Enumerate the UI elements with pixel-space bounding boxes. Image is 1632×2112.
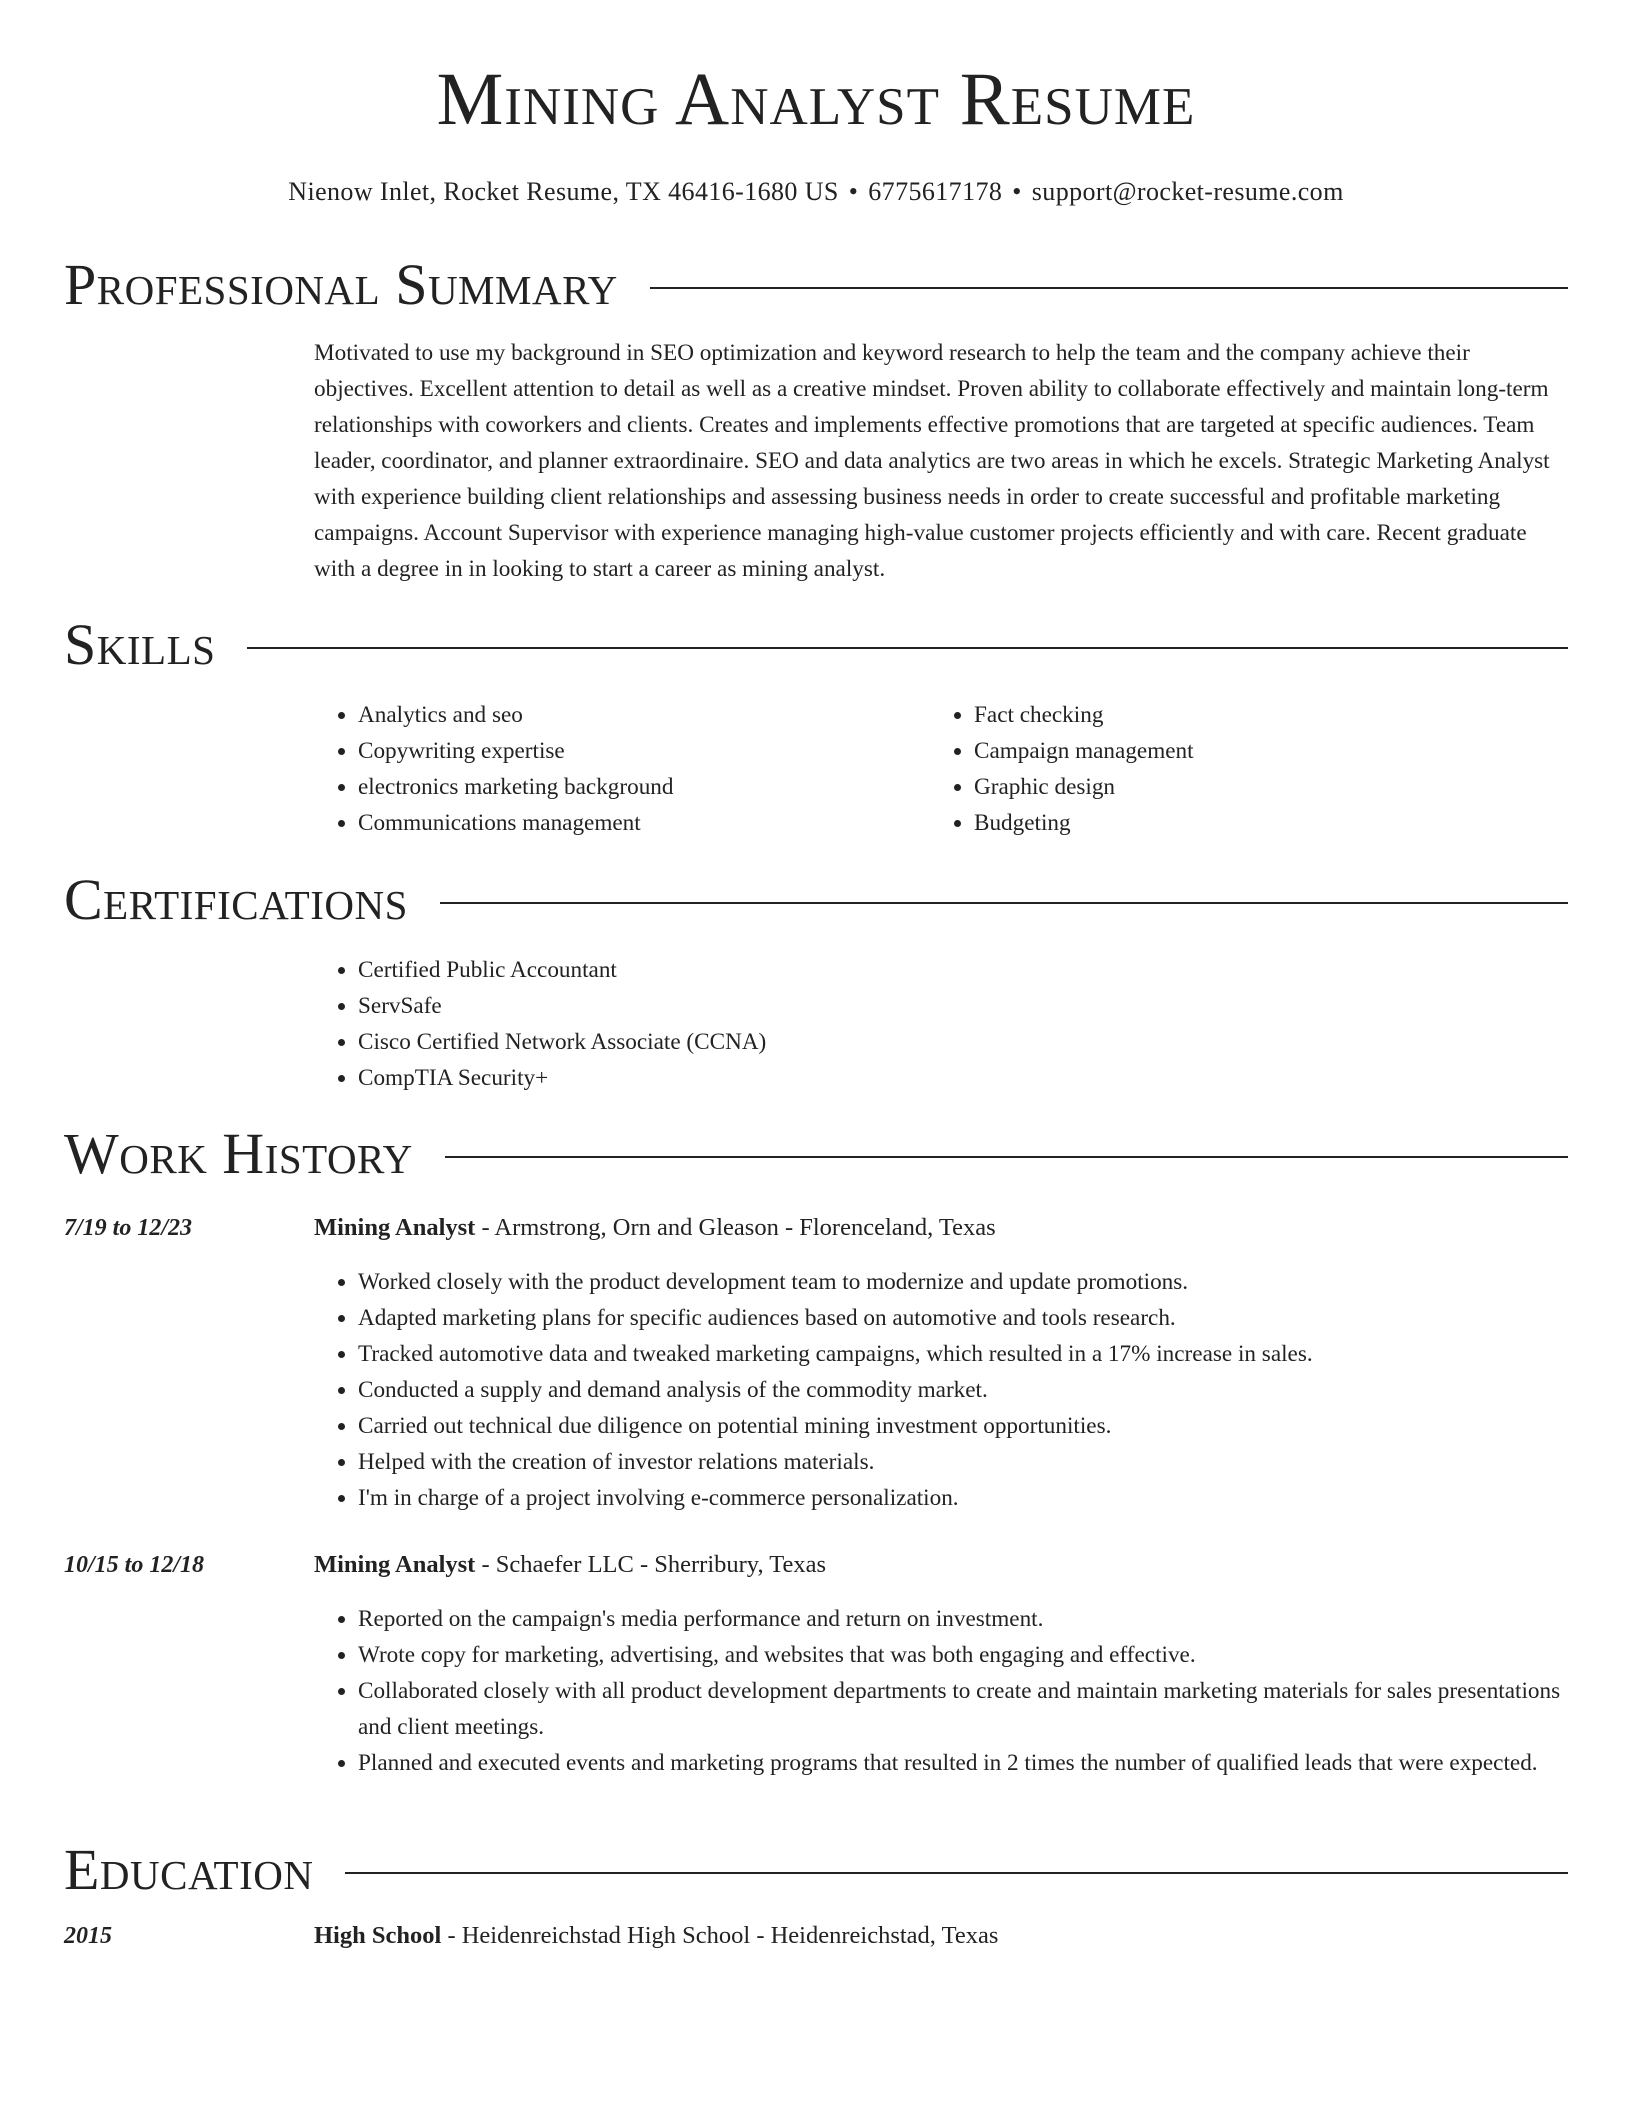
job-bullet: • Reported on the campaign's media performance and return on investment.: [358, 1601, 1570, 1637]
job-bullet: • Carried out technical due diligence on potential mining investment opportunities.: [358, 1408, 1570, 1444]
job-bullets-block: [314, 1601, 1570, 1781]
job-dates: 7/19 to 12/23: [64, 1215, 193, 1241]
skill-item: • Campaign management: [974, 733, 1530, 769]
skill-item: • Fact checking: [974, 697, 1530, 733]
skill-item: • Copywriting expertise: [358, 733, 914, 769]
job-bullet: • Adapted marketing plans for specific audiences based on automotive and tools research.: [358, 1300, 1570, 1336]
contact-email: support@rocket-resume.com: [1031, 177, 1344, 206]
contact-separator: •: [848, 177, 859, 206]
certification-item: • Cisco Certified Network Associate (CCNA): [358, 1024, 1570, 1060]
section-title: Certifications: [64, 867, 408, 932]
contact-address: Nienow Inlet, Rocket Resume, TX 46416-1680 US: [288, 177, 839, 206]
job-bullet: • Collaborated closely with all product development departments to create and maintain marketing materials for sales presentations and client meetings.: [358, 1673, 1570, 1745]
summary-text: Motivated to use my background in SEO optimization and keyword research to help the team and the company achieve their objectives. Excellent attention to detail as well as a creative mindset. Proven ability to collaborate effectively and maintain long-term relationships with coworkers and clients. Creates and implements effective promotions that are targeted at specific audiences. Team leader, coordinator, and planner extraordinaire. SEO and data analytics are two areas in which he excels. Strategic Marketing Analyst with experience building client relationships and assessing business needs in order to create successful and profitable marketing campaigns. Account Supervisor with experience managing high-value customer projects efficiently and with care. Recent graduate with a degree in in looking to start a career as mining analyst.: [314, 340, 1550, 582]
section-title: Professional Summary: [64, 252, 618, 317]
skill-item: • electronics marketing background: [358, 769, 914, 805]
education-degree: High School: [314, 1922, 442, 1949]
section-divider: [345, 1872, 1568, 1874]
certifications-list: [314, 952, 1570, 1096]
skill-item: • Graphic design: [974, 769, 1530, 805]
section-heading-skills: [64, 612, 1568, 677]
job-bullet: • Helped with the creation of investor relations materials.: [358, 1444, 1570, 1480]
job-heading: [314, 1547, 826, 1583]
job-bullet: • Tracked automotive data and tweaked marketing campaigns, which resulted in a 17% increase in sales.: [358, 1336, 1570, 1372]
section-divider: [247, 647, 1568, 649]
section-heading-summary: [64, 252, 1568, 317]
job-dates: 10/15 to 12/18: [64, 1552, 205, 1578]
skills-list-left: [314, 697, 914, 841]
education-year: 2015: [64, 1923, 112, 1949]
section-heading-work: [64, 1121, 1568, 1186]
certification-item: • CompTIA Security+: [358, 1060, 1570, 1096]
contact-separator: •: [1012, 177, 1022, 206]
contact-phone: 6775617178: [868, 177, 1003, 206]
job-bullets: [314, 1601, 1570, 1781]
certification-item: • Certified Public Accountant: [358, 952, 1570, 988]
education-school: - Heidenreichstad High School - Heidenreichstad, Texas: [441, 1922, 999, 1949]
job-bullet: • Worked closely with the product development team to modernize and update promotions.: [358, 1264, 1570, 1300]
section-title: Work History: [64, 1121, 413, 1186]
section-title: Education: [64, 1837, 314, 1902]
job-title: Mining Analyst: [314, 1551, 476, 1578]
resume-title: Mining Analyst Resume: [436, 58, 1196, 141]
job-bullet: • Wrote copy for marketing, advertising, and websites that was both engaging and effective.: [358, 1637, 1570, 1673]
section-divider: [445, 1156, 1568, 1158]
section-title: Skills: [64, 612, 216, 677]
education-heading: [314, 1918, 998, 1954]
job-bullet: • Planned and executed events and marketing programs that resulted in 2 times the number of qualified leads that were expected.: [358, 1745, 1570, 1781]
job-bullet: • Conducted a supply and demand analysis of the commodity market.: [358, 1372, 1570, 1408]
skills-list-right: [930, 697, 1530, 841]
skills-column-left: [314, 697, 914, 841]
job-title: Mining Analyst: [314, 1214, 476, 1241]
section-heading-education: [64, 1837, 1568, 1902]
certification-item: • ServSafe: [358, 988, 1570, 1024]
skill-item: • Communications management: [358, 805, 914, 841]
job-heading: [314, 1210, 996, 1246]
job-bullets: [314, 1264, 1570, 1516]
job-employer: - Schaefer LLC - Sherribury, Texas: [475, 1551, 827, 1578]
job-employer: - Armstrong, Orn and Gleason - Florenceland, Texas: [475, 1214, 996, 1241]
skills-column-right: [930, 697, 1530, 841]
section-heading-certifications: [64, 867, 1568, 932]
certifications-block: [314, 952, 1570, 1096]
skill-item: • Budgeting: [974, 805, 1530, 841]
job-bullets-block: [314, 1264, 1570, 1516]
job-bullet: • I'm in charge of a project involving e-commerce personalization.: [358, 1480, 1570, 1516]
contact-line: [0, 177, 1632, 207]
section-divider: [440, 902, 1568, 904]
skill-item: • Analytics and seo: [358, 697, 914, 733]
section-divider: [650, 287, 1568, 289]
